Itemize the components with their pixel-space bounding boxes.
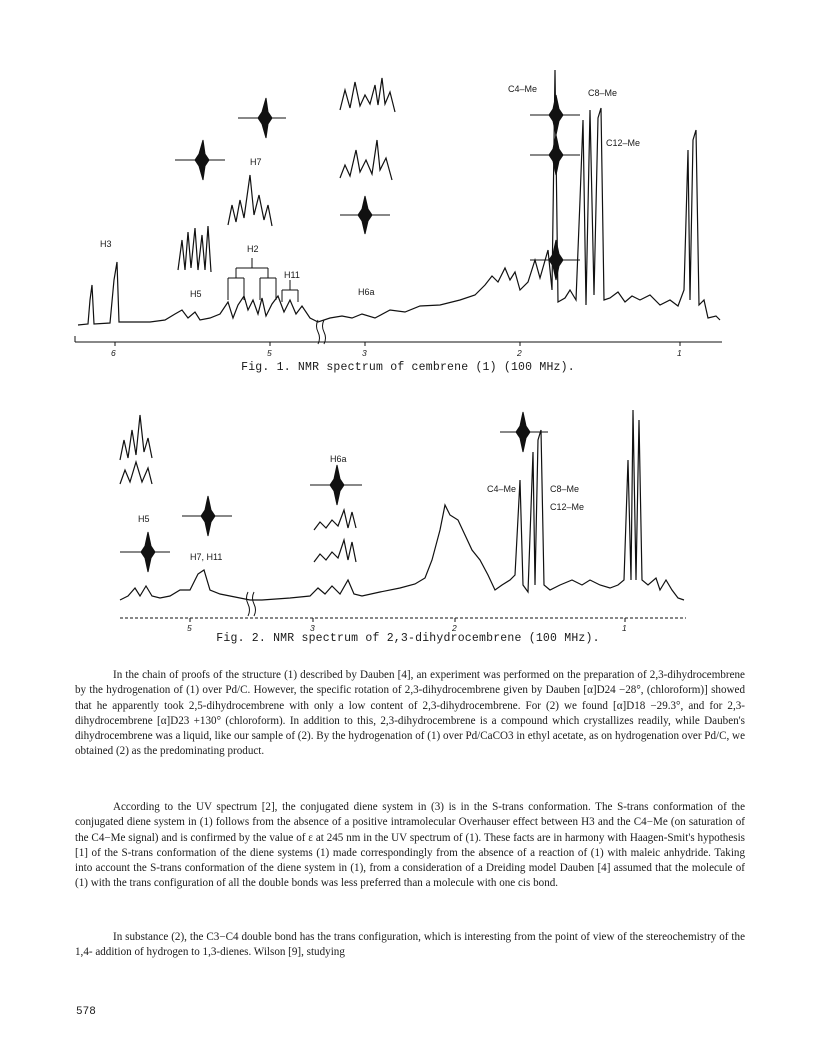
fig2-inset-top	[120, 415, 152, 460]
fig2-tick-5: 5	[187, 623, 192, 633]
fig2-inset-m	[120, 462, 152, 484]
fig2-inset-h6a-1	[314, 510, 356, 530]
paragraph-3: In substance (2), the C3−C4 double bond has the trans configuration, which is interesting from the point of view of the stereochemistry of the 1,4- addition of hydrogen to 1,3-dienes. Wilson [9], studying	[75, 931, 745, 959]
fig1-label-h7: H7	[250, 157, 262, 167]
fig1-tick-1: 1	[677, 348, 682, 358]
paragraph-1: In the chain of proofs of the structure (1) described by Dauben [4], an experiment was performed on the preparation of 2,3-dihydrocembrene by the hydrogenation of (1) over Pd/C. However, the specific rotation of 2,3-dihydrocembrene given by Dauben [α]D24 −28°, (chloroform)] showed that he apparently took 2,5-dihydrocembrene with only a low content of 2,3-dihydrocembrene. For (2) we found [α]D18 −29.3°, and for 2,3-dihydrocembrene [α]D23 +130° (chloroform). In addition to this, 2,3-dihydrocembrene is a compound which crystallizes readily, while Dauben's dihydrocembrene was a liquid, like our sample of (2). By the hydrogenation of (1) over Pd/CaCO3 in ethyl acetate, as on hydrogenation over Pd/C, we obtained (2) as the predominating product.	[75, 669, 745, 758]
fig1-label-h3: H3	[100, 239, 112, 249]
fig1-label-c4me: C4–Me	[508, 84, 538, 94]
fig1-label-h11: H11	[284, 270, 300, 280]
fig2-label-h7-h11: H7, H11	[190, 552, 223, 562]
fig2-label-h6a: H6a	[330, 454, 347, 464]
fig2-trace	[120, 410, 684, 600]
fig1-label-c8me: C8–Me	[588, 88, 618, 98]
fig1-tick-3: 3	[362, 348, 367, 358]
fig2-tick-3: 3	[310, 623, 315, 633]
figure-2-caption: Fig. 2. NMR spectrum of 2,3-dihydrocembrene (100 MHz).	[216, 632, 600, 645]
figure-1-caption: Fig. 1. NMR spectrum of cembrene (1) (100 MHz).	[241, 361, 575, 374]
fig1-tick-2: 2	[517, 348, 522, 358]
fig2-tick-2: 2	[452, 623, 457, 633]
fig2-label-h5: H5	[138, 514, 150, 524]
fig1-label-h2: H2	[247, 244, 259, 254]
fig2-label-c4me: C4–Me	[487, 484, 517, 494]
fig2-decoupling-stars	[120, 412, 548, 572]
fig1-tick-5: 5	[267, 348, 272, 358]
fig1-label-h6a: H6a	[358, 287, 375, 297]
fig2-tick-1: 1	[622, 623, 627, 633]
fig2-label-c12me: C12–Me	[550, 502, 585, 512]
fig1-label-h5: H5	[190, 289, 202, 299]
fig1-tick-6: 6	[111, 348, 116, 358]
paragraph-2: According to the UV spectrum [2], the conjugated diene system in (3) is in the S-trans conformation. The S-trans conformation of the conjugated diene system in (1) follows from the absence of a positive intramolecular Overhauser effect between H3 and the C4−Me (on saturation of the C4−Me signal) and is confirmed by the value of ε at 245 nm in the UV spectrum of (1). These facts are in harmony with Haagen-Smit's hypothesis [1] of the S-trans conformation of the diene systems (1) made correspondingly from the absence of a reaction of (1) with maleic anhydride. Taking into account the S-trans conformation of the diene system in (1), from a consideration of a Dreiding model Dauben [4] assumed that the molecule of (1) with the trans configuration of all the double bonds was less preferred than a molecule with one cis bond.	[75, 801, 745, 890]
page-number: 578	[76, 1006, 96, 1018]
fig2-inset-h6a-2	[314, 540, 356, 562]
fig2-label-c8me: C8–Me	[550, 484, 580, 494]
fig1-label-c12me: C12–Me	[606, 138, 641, 148]
